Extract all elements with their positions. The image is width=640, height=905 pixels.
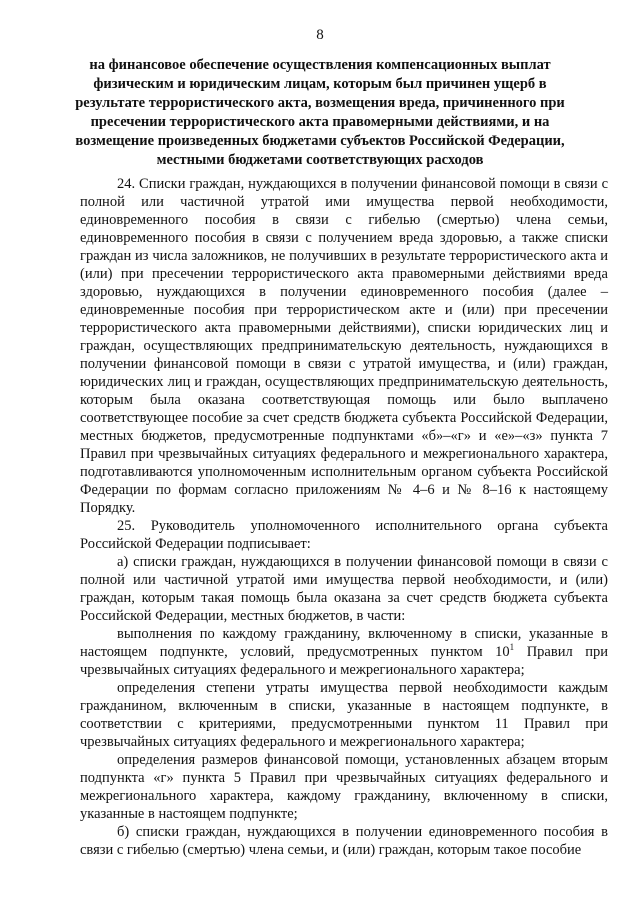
- page-number: 8: [316, 27, 324, 43]
- paragraph-execution-text-end: Правил при чрезвычайных ситуациях федерального и межрегионального характера;: [80, 644, 608, 678]
- footnote-superscript: 1: [509, 642, 515, 653]
- paragraph-25: 25. Руководитель уполномоченного исполнительного органа субъекта Российской Федерации подписывает:: [80, 518, 608, 552]
- paragraph-25-a: а) списки граждан, нуждающихся в получении финансовой помощи в связи с полной или частичной утратой ими имущества первой необходимости, и (или) граждан, которым такая помощь была оказана за счет средств бюджета субъекта Российской Федерации, местных бюджетов, в части:: [80, 554, 608, 624]
- paragraph-execution: [80, 625, 608, 679]
- paragraph-execution-text: выполнения по каждому гражданину, включенному в списки, указанные в настоящем подпункте, условий, предусмотренных пунктом 10: [80, 626, 608, 660]
- paragraph-degree: определения степени утраты имущества первой необходимости каждым гражданином, включенным в списки, указанные в настоящем подпункте, в соответствии с критериями, предусмотренными пунктом 11 Правил при чрезвычайных ситуациях федерального и межрегионального характера;: [80, 680, 608, 750]
- section-heading: на финансовое обеспечение осуществления компенсационных выплат физическим и юридическим лицам, которым был причинен ущерб в результате террористического акта, возмещения вреда, причиненного при пресечении террористического акта правомерными действиями, и на возмещение произведенных бюджетами субъектов Российской Федерации, местными бюджетами соответствующих расходов: [75, 57, 565, 168]
- paragraph-24: 24. Списки граждан, нуждающихся в получении финансовой помощи в связи с полной или частичной утратой ими имущества первой необходимости, единовременного пособия в связи с гибелью (смертью) члена семьи, единовременного пособия в связи с получением вреда здоровью, а также списки граждан из числа заложников, не получивших в результате террористического акта и (или) при пресечении террористического акта правомерными действиями вреда здоровью, нуждающихся в получении единовременного пособия (далее – единовременные пособия при террористическом акте и (или) при пресечении террористического акта правомерными действиями), списки юридических лиц и граждан, осуществляющих предпринимательскую деятельность, нуждающихся в получении финансовой помощи в связи с утратой имущества, и (или) граждан, юридических лиц и граждан, осуществляющих предпринимательскую деятельность, которым была оказана соответствующая помощь или было выплачено соответствующее пособие за счет средств бюджета субъекта Российской Федерации, местных бюджетов, предусмотренные подпунктами «б»–«г» и «е»–«з» пункта 7 Правил при чрезвычайных ситуациях федерального и межрегионального характера, подготавливаются уполномоченным исполнительным органом субъекта Российской Федерации по формам согласно приложениям № 4–6 и № 8–16 к настоящему Порядку.: [80, 176, 608, 516]
- body-text: [80, 175, 608, 859]
- paragraph-25-b: б) списки граждан, нуждающихся в получении единовременного пособия в связи с гибелью (смертью) члена семьи, и (или) граждан, которым такое пособие: [80, 824, 608, 858]
- paragraph-amounts: определения размеров финансовой помощи, установленных абзацем вторым подпункта «г» пункта 5 Правил при чрезвычайных ситуациях федерального и межрегионального характера, каждому гражданину, включенному в списки, указанные в настоящем подпункте;: [80, 752, 608, 822]
